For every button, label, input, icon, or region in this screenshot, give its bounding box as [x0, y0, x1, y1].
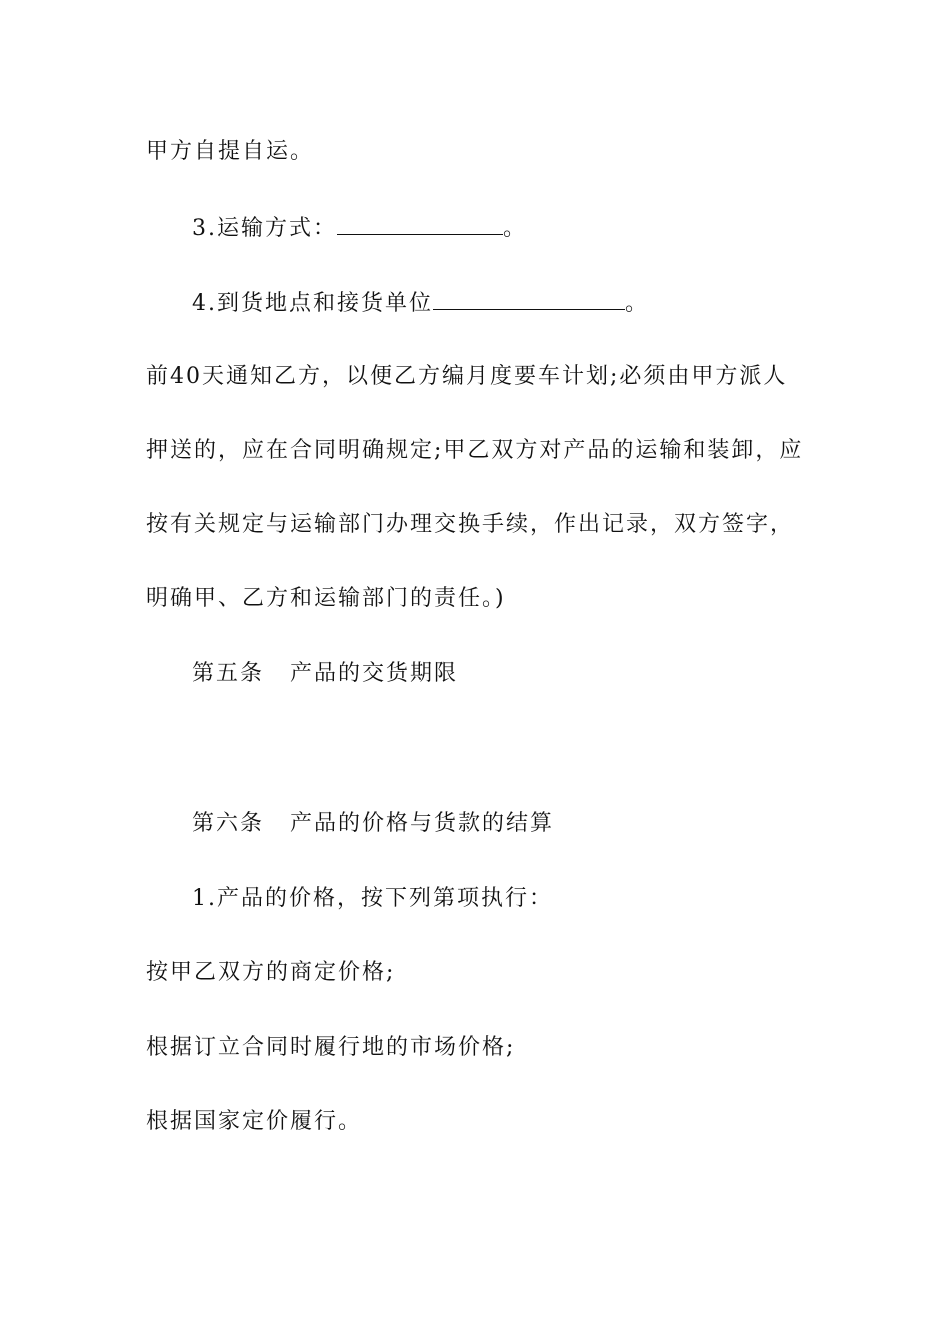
- paragraph-self-pickup: 甲方自提自运。: [146, 139, 315, 164]
- price-option-market: 根据订立合同时履行地的市场价格;: [146, 1035, 516, 1060]
- article-5-title: 产品的交货期限: [290, 661, 459, 686]
- paragraph-notice-line-1: 前40天通知乙方，以便乙方编月度要车计划;必须由甲方派人: [146, 364, 788, 389]
- delivery-location-end: 。: [625, 291, 650, 316]
- article-6-title: 产品的价格与货款的结算: [290, 811, 555, 836]
- delivery-location-label: 4.到货地点和接货单位: [192, 291, 433, 316]
- article-6-number: 第六条: [192, 811, 265, 836]
- delivery-location-blank: [433, 287, 625, 310]
- paragraph-notice-line-3: 按有关规定与运输部门办理交换手续，作出记录，双方签字，: [146, 512, 795, 537]
- transport-method-label: 3.运输方式：: [192, 216, 337, 241]
- paragraph-notice-line-2: 押送的，应在合同明确规定;甲乙双方对产品的运输和装卸，应: [146, 438, 804, 463]
- article-6-heading: [192, 809, 554, 839]
- price-option-state: 根据国家定价履行。: [146, 1109, 363, 1134]
- paragraph-notice-line-4: 明确甲、乙方和运输部门的责任。): [146, 586, 506, 611]
- item-delivery-location: [192, 287, 649, 319]
- item-price-basis: 1.产品的价格，按下列第项执行：: [192, 886, 553, 911]
- article-5-heading: [192, 659, 458, 689]
- item-transport-method: [192, 212, 527, 244]
- transport-method-blank: [337, 212, 503, 235]
- price-option-negotiated: 按甲乙双方的商定价格;: [146, 960, 396, 985]
- transport-method-end: 。: [503, 216, 528, 241]
- article-5-number: 第五条: [192, 661, 265, 686]
